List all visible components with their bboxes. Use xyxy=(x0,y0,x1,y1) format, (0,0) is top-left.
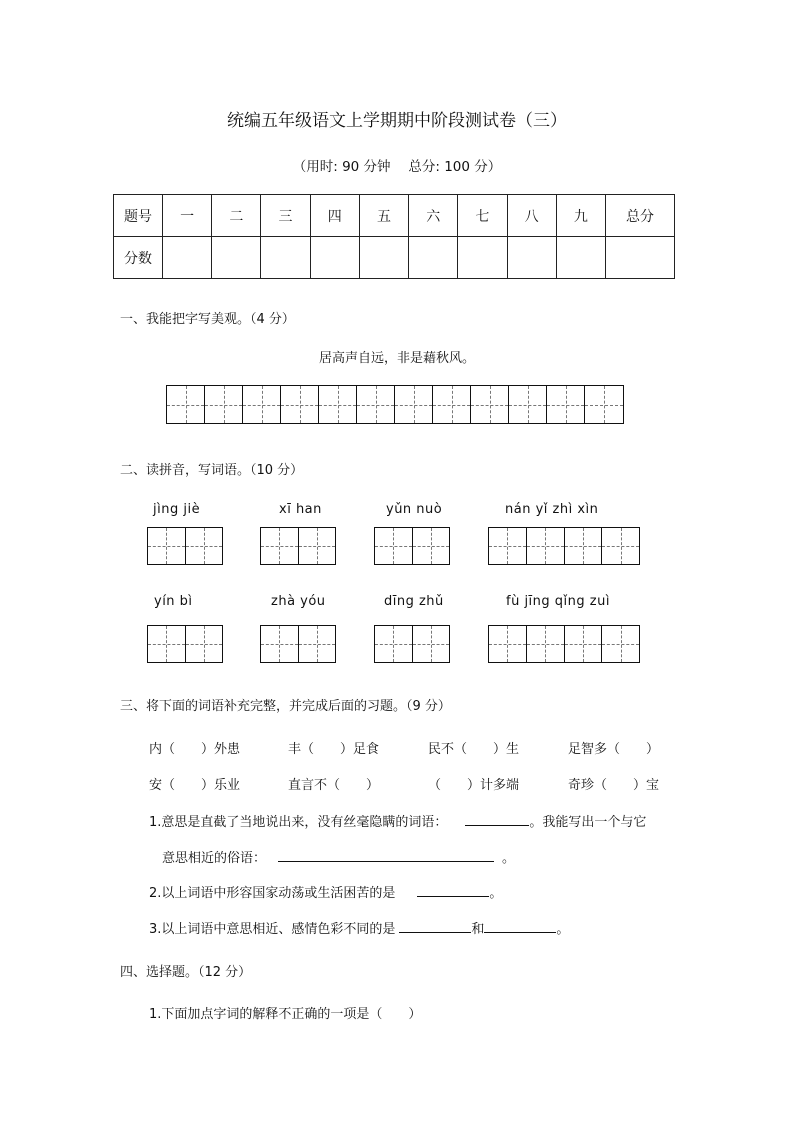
table-header-cell: 五 xyxy=(359,195,408,237)
score-cell[interactable] xyxy=(458,237,507,279)
idiom-fill: 丰（ ）足食 xyxy=(288,742,380,757)
pinyin-answer-grid[interactable] xyxy=(147,527,223,565)
poem-line: 居高声自远，非是藉秋风。 xyxy=(318,351,475,366)
writing-cell[interactable] xyxy=(509,386,547,423)
writing-cell[interactable] xyxy=(261,528,299,564)
score-cell[interactable] xyxy=(606,237,675,279)
pinyin-label: yǔn nuò xyxy=(386,502,443,517)
score-cell[interactable] xyxy=(212,237,261,279)
pinyin-answer-grid[interactable] xyxy=(147,625,223,663)
writing-cell[interactable] xyxy=(319,386,357,423)
writing-cell[interactable] xyxy=(547,386,585,423)
pinyin-label: dīng zhǔ xyxy=(384,594,444,609)
score-cell[interactable] xyxy=(507,237,556,279)
section-heading: 二、读拼音，写词语。（10 分） xyxy=(120,463,304,478)
writing-cell[interactable] xyxy=(299,626,336,662)
section-heading: 四、选择题。（12 分） xyxy=(120,965,252,980)
writing-grid[interactable] xyxy=(166,385,624,424)
score-cell[interactable] xyxy=(359,237,408,279)
pinyin-label: nán yǐ zhì xìn xyxy=(505,502,599,517)
section-heading: 一、我能把字写美观。（4 分） xyxy=(120,312,295,327)
writing-cell[interactable] xyxy=(148,528,186,564)
table-header-cell: 三 xyxy=(261,195,310,237)
pinyin-answer-grid[interactable] xyxy=(374,625,450,663)
writing-cell[interactable] xyxy=(527,626,565,662)
score-cell[interactable] xyxy=(310,237,359,279)
question-text: 和 xyxy=(471,922,485,937)
idiom-fill: 直言不（ ） xyxy=(288,778,380,793)
question-text: 。 xyxy=(502,851,516,866)
answer-blank[interactable] xyxy=(278,849,494,862)
pinyin-answer-grid[interactable] xyxy=(260,625,336,663)
question-text: 。 xyxy=(556,922,570,937)
writing-cell[interactable] xyxy=(299,528,336,564)
score-table xyxy=(113,194,675,279)
pinyin-answer-grid[interactable] xyxy=(374,527,450,565)
table-row xyxy=(114,237,675,279)
writing-cell[interactable] xyxy=(243,386,281,423)
question-2 xyxy=(149,882,502,901)
table-header-cell: 一 xyxy=(163,195,212,237)
answer-blank[interactable] xyxy=(399,920,471,933)
writing-cell[interactable] xyxy=(413,626,450,662)
question-text: 2.以上词语中形容国家动荡或生活困苦的是 xyxy=(149,886,396,901)
score-cell[interactable] xyxy=(409,237,458,279)
page-subtitle: （用时: 90 分钟 总分: 100 分） xyxy=(292,159,502,175)
table-header-cell: 二 xyxy=(212,195,261,237)
writing-cell[interactable] xyxy=(167,386,205,423)
question-1 xyxy=(149,811,646,830)
writing-cell[interactable] xyxy=(375,528,413,564)
writing-cell[interactable] xyxy=(527,528,565,564)
writing-cell[interactable] xyxy=(205,386,243,423)
table-header-cell: 四 xyxy=(310,195,359,237)
pinyin-label: zhà yóu xyxy=(271,594,326,609)
question-text: 1.意思是直截了当地说出来，没有丝毫隐瞒的词语： xyxy=(149,815,448,830)
question-text: 。我能写出一个与它 xyxy=(529,815,647,830)
table-header-cell: 九 xyxy=(556,195,605,237)
question-text: 意思相近的俗语： xyxy=(162,851,267,866)
question-text: 3.以上词语中意思相近、感情色彩不同的是 xyxy=(149,922,396,937)
writing-cell[interactable] xyxy=(413,528,450,564)
writing-cell[interactable] xyxy=(281,386,319,423)
writing-cell[interactable] xyxy=(261,626,299,662)
writing-cell[interactable] xyxy=(186,626,223,662)
table-header-cell: 八 xyxy=(507,195,556,237)
idiom-fill: 民不（ ）生 xyxy=(428,742,520,757)
score-cell[interactable] xyxy=(163,237,212,279)
writing-cell[interactable] xyxy=(565,626,603,662)
pinyin-label: fù jīng qǐng zuì xyxy=(506,594,610,609)
question-text: 。 xyxy=(489,886,503,901)
writing-cell[interactable] xyxy=(186,528,223,564)
writing-cell[interactable] xyxy=(602,626,639,662)
idiom-fill: 内（ ）外患 xyxy=(149,742,241,757)
idiom-fill: 奇珍（ ）宝 xyxy=(568,778,660,793)
page-title: 统编五年级语文上学期期中阶段测试卷（三） xyxy=(227,111,567,131)
answer-blank[interactable] xyxy=(484,920,556,933)
pinyin-label: jìng jiè xyxy=(153,502,201,517)
table-header-cell: 总分 xyxy=(606,195,675,237)
table-header-cell: 六 xyxy=(409,195,458,237)
pinyin-answer-grid[interactable] xyxy=(488,527,640,565)
idiom-fill: （ ）计多端 xyxy=(428,778,520,793)
table-header-cell: 分数 xyxy=(114,237,163,279)
pinyin-answer-grid[interactable] xyxy=(260,527,336,565)
table-row xyxy=(114,195,675,237)
answer-blank[interactable] xyxy=(465,813,529,826)
choice-question: 1.下面加点字词的解释不正确的一项是（ ） xyxy=(149,1007,422,1022)
writing-cell[interactable] xyxy=(565,528,603,564)
table-header-cell: 题号 xyxy=(114,195,163,237)
pinyin-label: yín bì xyxy=(154,594,193,609)
score-cell[interactable] xyxy=(556,237,605,279)
writing-cell[interactable] xyxy=(395,386,433,423)
score-cell[interactable] xyxy=(261,237,310,279)
idiom-fill: 安（ ）乐业 xyxy=(149,778,241,793)
writing-cell[interactable] xyxy=(433,386,471,423)
writing-cell[interactable] xyxy=(471,386,509,423)
writing-cell[interactable] xyxy=(375,626,413,662)
writing-cell[interactable] xyxy=(489,626,527,662)
writing-cell[interactable] xyxy=(357,386,395,423)
writing-cell[interactable] xyxy=(602,528,639,564)
idiom-fill: 足智多（ ） xyxy=(568,742,660,757)
writing-cell[interactable] xyxy=(585,386,623,423)
pinyin-answer-grid[interactable] xyxy=(488,625,640,663)
section-heading: 三、将下面的词语补充完整，并完成后面的习题。（9 分） xyxy=(120,699,451,714)
question-3 xyxy=(149,918,569,937)
writing-cell[interactable] xyxy=(489,528,527,564)
question-1-part-b xyxy=(162,847,515,866)
pinyin-label: xī han xyxy=(279,502,322,517)
answer-blank[interactable] xyxy=(417,884,489,897)
table-header-cell: 七 xyxy=(458,195,507,237)
writing-cell[interactable] xyxy=(148,626,186,662)
